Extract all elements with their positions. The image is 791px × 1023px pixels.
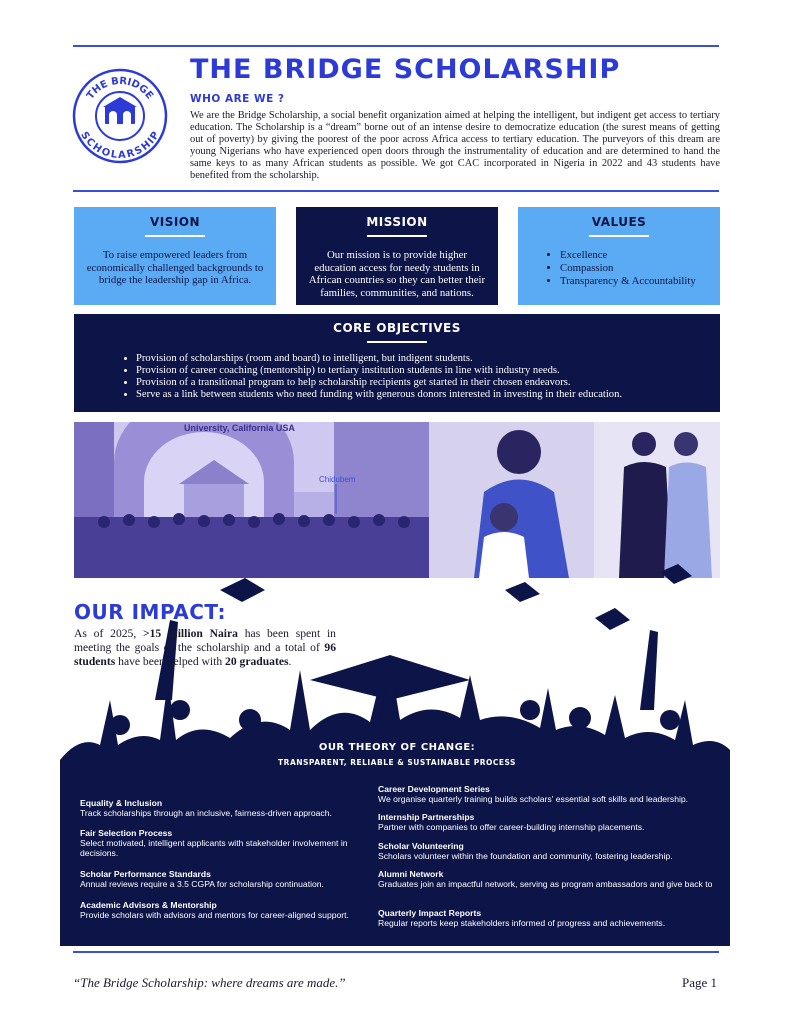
theory-of-change-subheading: TRANSPARENT, RELIABLE & SUSTAINABLE PROCESS (278, 758, 516, 767)
impact-text-2: has been spent in meeting the goals of the scholarship and a total of (74, 627, 336, 654)
toc-item-text: Select motivated, intelligent applicants with stakeholder involvement in decisions. (80, 838, 348, 858)
toc-item-left (80, 869, 380, 889)
toc-item-right (378, 869, 718, 889)
mission-divider (367, 235, 427, 237)
page-number: Page 1 (682, 975, 718, 990)
values-item: • Excellence (560, 249, 710, 262)
toc-item-text: Graduates join an impactful network, serving as program ambassadors and give back to (378, 879, 713, 889)
core-objective-item: • Provision of a transitional program to help scholarship recipients get started in their chosen endeavors. (136, 377, 710, 389)
impact-graduates: 20 graduates (225, 655, 289, 668)
impact-text-1: As of 2025, (74, 627, 144, 640)
toc-item-right (378, 908, 718, 928)
person-caption: Chidubem (319, 475, 356, 484)
university-caption: University, California USA (184, 423, 295, 433)
values-box (518, 207, 720, 305)
theory-of-change (74, 742, 720, 944)
vision-heading: VISION (149, 215, 201, 229)
impact-heading: OUR IMPACT: (74, 600, 226, 624)
vision-text: To raise empowered leaders from economically challenged backgrounds to bridge the leadership gap in Africa. (86, 249, 264, 286)
values-divider (589, 235, 649, 237)
footer-rule (73, 951, 719, 953)
toc-item-title: Equality & Inclusion (80, 798, 163, 808)
impact-text-4: . (288, 655, 292, 668)
toc-item-text: Track scholarships through an inclusive, fairness-driven approach. (80, 808, 332, 818)
bridge-scholarship-logo (72, 68, 168, 164)
impact-students: 96 students (74, 641, 336, 668)
values-heading: VALUES (591, 215, 647, 229)
core-objective-item: • Provision of career coaching (mentorship) to tertiary institution students in line with industry needs. (136, 365, 710, 377)
toc-item-title: Academic Advisors & Mentorship (80, 900, 217, 910)
top-rule (73, 45, 719, 47)
vision-box (74, 207, 276, 305)
lab-photo (429, 422, 720, 578)
toc-item-left (80, 798, 380, 818)
toc-item-text: Scholars volunteer within the foundation and community, fostering leadership. (378, 851, 673, 861)
page-title: THE BRIDGE SCHOLARSHIP (190, 54, 621, 85)
impact-text-3: have been helped with (115, 655, 226, 668)
group-photo (74, 422, 429, 578)
toc-item-title: Alumni Network (378, 869, 444, 879)
header-rule (73, 190, 719, 192)
values-item: • Transparency & Accountability (560, 275, 710, 288)
mission-box (296, 207, 498, 305)
core-objectives-box (74, 314, 720, 412)
intro-paragraph: We are the Bridge Scholarship, a social benefit organization aimed at helping the intelligent, but indigent get access to tertiary education. The Scholarship is a “dream” borne out of an intense desire to democratize education (the surest means of getting out of poverty) by giving the poorest of the poor across Africa access to tertiary education. The purveyors of this dream are young Nigerians who have experienced open doors through the instrumentality of education and are determined to hand the same keys to as many African students as possible. We got CAC incorporated in Nigeria in 2022 and 43 students have benefited from the scholarship. (190, 110, 720, 181)
toc-item-text: Partner with companies to offer career-building internship placements. (378, 822, 645, 832)
toc-item-text: Provide scholars with advisors and mentors for career-aligned support. (80, 910, 349, 920)
mission-heading: MISSION (366, 215, 428, 229)
core-objectives-heading: CORE OBJECTIVES (333, 321, 461, 335)
values-list (560, 249, 710, 288)
toc-item-left (80, 900, 380, 920)
core-objective-item: • Serve as a link between students who need funding with generous donors interested in investing in their education. (136, 389, 710, 401)
toc-item-title: Scholar Volunteering (378, 841, 464, 851)
footer-quote: “The Bridge Scholarship: where dreams are made.” (73, 975, 346, 990)
toc-item-title: Internship Partnerships (378, 812, 475, 822)
toc-item-text: We organise quarterly training builds scholars' essential soft skills and leadership. (378, 794, 689, 804)
toc-item-right (378, 812, 718, 832)
toc-item-right (378, 784, 718, 804)
toc-item-title: Scholar Performance Standards (80, 869, 211, 879)
vision-divider (145, 235, 205, 237)
toc-item-title: Career Development Series (378, 784, 490, 794)
impact-amount: >15 million Naira (143, 627, 238, 640)
svg-text:SCHOLARSHIP: SCHOLARSHIP (78, 130, 162, 162)
core-objectives-list (136, 353, 710, 401)
core-objectives-divider (367, 341, 427, 343)
core-objective-item: • Provision of scholarships (room and board) to intelligent, but indigent students. (136, 353, 710, 365)
toc-item-title: Quarterly Impact Reports (378, 908, 482, 918)
photo-collage (74, 422, 720, 578)
toc-item-text: Annual reviews require a 3.5 CGPA for scholarship continuation. (80, 879, 324, 889)
mission-text: Our mission is to provide higher education access for needy students in African countries so they can better their families, communities, and nations. (308, 249, 486, 299)
values-item: • Compassion (560, 262, 710, 275)
toc-item-text: Regular reports keep stakeholders informed of progress and achievements. (378, 918, 666, 928)
toc-item-left (80, 828, 380, 858)
theory-of-change-heading: OUR THEORY OF CHANGE: (318, 742, 476, 753)
who-are-we-heading: WHO ARE WE ? (190, 93, 285, 105)
impact-paragraph (74, 627, 336, 669)
svg-text:THE BRIDGE: THE BRIDGE (84, 75, 156, 102)
toc-item-right (378, 841, 718, 861)
toc-item-title: Fair Selection Process (80, 828, 173, 838)
